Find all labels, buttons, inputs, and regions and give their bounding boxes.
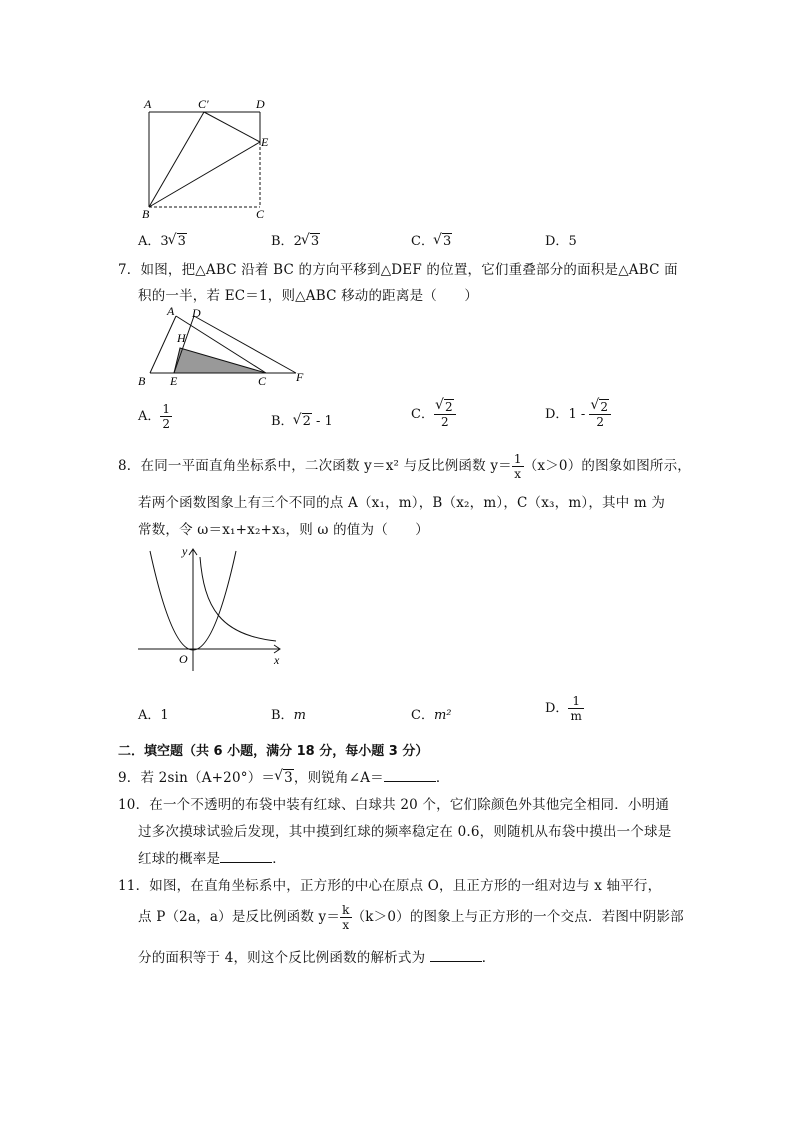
q7-line2: 积的一半，若 EC＝1，则△ABC 移动的距离是（ ）	[138, 288, 479, 304]
q8-option-b[interactable]: B．m	[271, 708, 306, 723]
q11-line1: 11．如图，在直角坐标系中，正方形的中心在原点 O，且正方形的一组对边与 x 轴平行，	[118, 878, 662, 894]
q8-figure	[136, 543, 286, 673]
q11-line3: 分的面积等于 4，则这个反比例函数的解析式为 ．	[138, 950, 496, 966]
q10-line2: 过多次摸球试验后发现，其中摸到红球的频率稳定在 0.6，则随机从布袋中摸出一个球是	[138, 824, 672, 840]
q11-answer-blank[interactable]	[430, 949, 482, 962]
label-A: A	[144, 97, 152, 111]
label-F: F	[296, 370, 304, 384]
section-title: 二．填空题（共 6 小题，满分 18 分，每小题 3 分）	[118, 744, 429, 759]
q9-line: 9．若 2sin（A+20°）＝√ 3，则锐角∠A＝ ．	[118, 766, 450, 786]
label-D: D	[192, 307, 201, 320]
q8-option-c[interactable]: C．m²	[411, 708, 452, 723]
q8-option-a[interactable]: A．1	[138, 708, 169, 723]
label-y: y	[182, 544, 188, 558]
q7-line1: 7．如图，把△ABC 沿着 BC 的方向平移到△DEF 的位置，它们重叠部分的面积是△ABC 面	[118, 262, 678, 278]
q7-option-b[interactable]: B．√ 2 - 1	[271, 410, 333, 429]
q6-figure	[138, 94, 278, 226]
q7-figure	[136, 307, 311, 389]
label-E: E	[170, 374, 178, 388]
label-C: C	[256, 207, 265, 221]
q7-option-c[interactable]: C． √ $\frac{2}{2}$	[411, 400, 456, 429]
q10-answer-blank[interactable]	[220, 850, 272, 863]
label-B: B	[142, 207, 150, 221]
q9-answer-blank[interactable]	[384, 769, 436, 782]
label-C-prime: C′	[198, 97, 209, 111]
label-C: C	[258, 374, 267, 388]
label-O: O	[179, 652, 188, 666]
q10-line3: 红球的概率是 ．	[138, 851, 286, 867]
label-E: E	[261, 135, 269, 149]
label-H: H	[177, 331, 186, 345]
q7-option-d[interactable]: D．1 - √ $\frac{2}{2}$	[545, 400, 611, 429]
q8-line3: 常数，令 ω＝x₁+x₂+x₃，则 ω 的值为（ ）	[138, 522, 429, 538]
q8-option-d[interactable]: D． $\frac{1}{m}$	[545, 694, 582, 723]
label-D: D	[256, 97, 265, 111]
q6-option-d[interactable]: D．5	[545, 234, 577, 249]
q6-option-b[interactable]: B．2√ 3	[271, 230, 320, 249]
q8-line1: 8．在同一平面直角坐标系中，二次函数 y＝x² 与反比例函数 y＝ $\frac{1}{x}$ （x＞0）的图象如图所示，	[118, 452, 691, 481]
q7-option-a[interactable]: A． $\frac{1}{2}$	[138, 402, 171, 431]
q11-line2: 点 P（2a，a）是反比例函数 y＝ $\frac{k}{x}$ （k＞0）的图象上与正方形的一个交点．若图中阴影部	[138, 903, 684, 932]
label-A: A	[167, 307, 175, 318]
q8-line2: 若两个函数图象上有三个不同的点 A（x₁，m），B（x₂，m），C（x₃，m），其中 m 为	[138, 495, 666, 511]
label-x: x	[274, 653, 280, 667]
label-B: B	[138, 374, 146, 388]
q10-line1: 10．在一个不透明的布袋中装有红球、白球共 20 个，它们除颜色外其他完全相同．小明通	[118, 797, 670, 813]
q6-option-c[interactable]: C．√ 3	[411, 230, 452, 249]
q6-option-a[interactable]: A．3√ 3	[138, 230, 187, 249]
